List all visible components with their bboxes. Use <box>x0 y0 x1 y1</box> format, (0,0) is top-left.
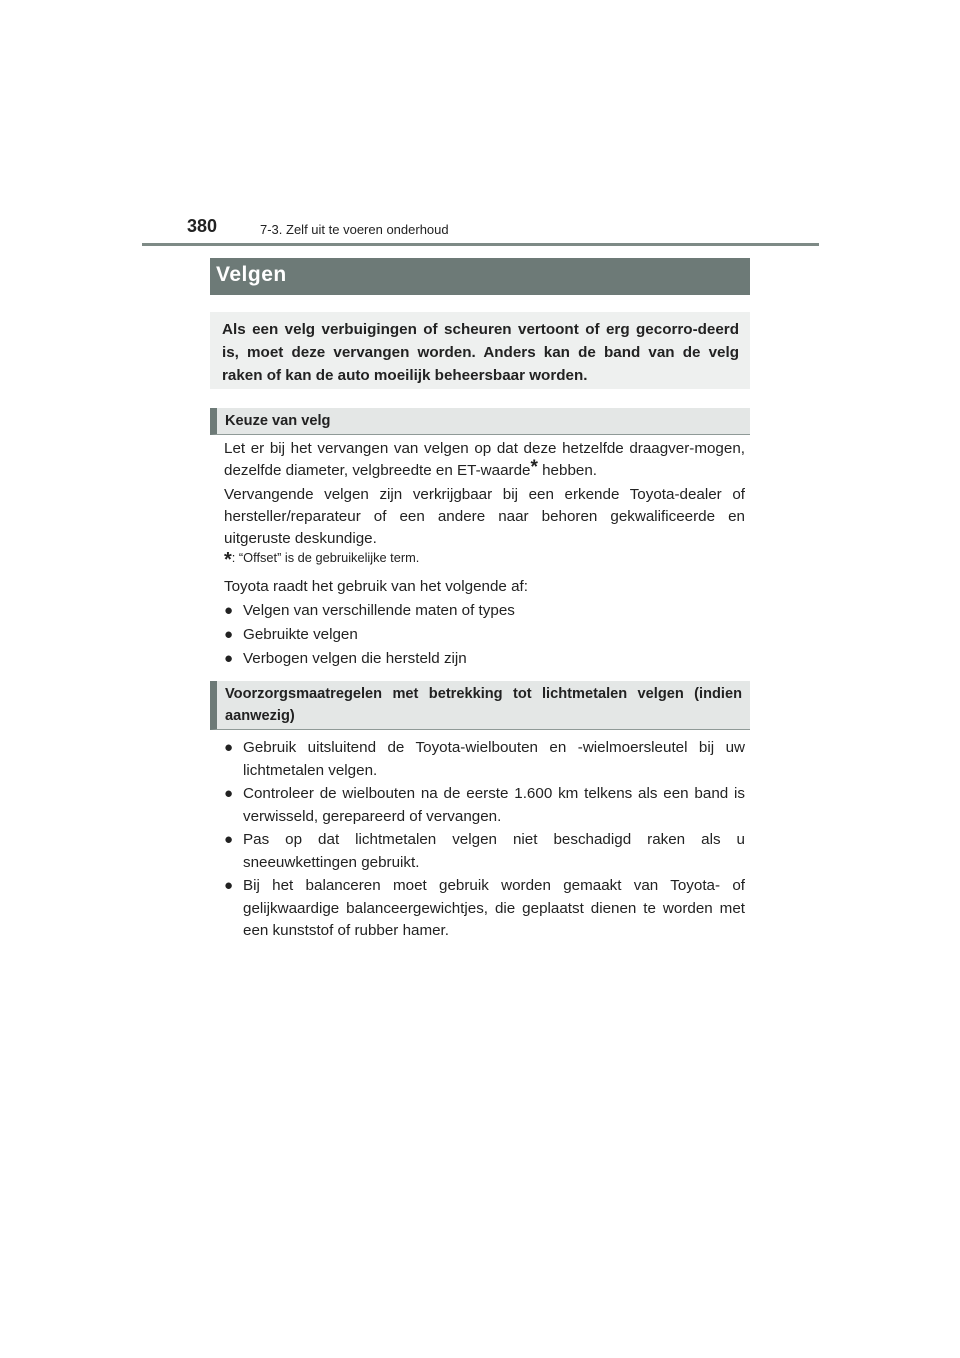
intro-box <box>210 312 750 389</box>
section-title-bar <box>210 258 750 295</box>
list-item: ● Gebruik uitsluitend de Toyota-wielbouten en -wielmoersleutel bij uw lichtmetalen velgen. <box>224 737 745 782</box>
footnote-star: * <box>224 549 232 571</box>
advice-text: Toyota raadt het gebruik van het volgende af: <box>224 578 528 595</box>
bullet-list-keuze <box>224 600 745 671</box>
bullet-list-voorzorg <box>224 737 745 943</box>
list-item: ● Pas op dat lichtmetalen velgen niet beschadigd raken als u sneeuwkettingen gebruikt. <box>224 829 745 874</box>
section-title: Velgen <box>216 263 287 286</box>
subsection-heading: Keuze van velg <box>225 413 331 429</box>
subsection-heading: Voorzorgsmaatregelen met betrekking tot lichtmetalen velgen (indien aanwezig) <box>225 686 742 724</box>
footnote-text: : “Offset” is de gebruikelijke term. <box>231 550 420 565</box>
paragraph-text: Let er bij het vervangen van velgen op dat deze hetzelfde draagver-mogen, dezelfde diameter, velgbreedte en ET-waarde <box>224 440 745 479</box>
footnote <box>224 549 419 572</box>
paragraph-requirements <box>224 438 745 482</box>
list-item: ● Controleer de wielbouten na de eerste 1.600 km telkens als een band is verwisseld, gerepareerd of vervangen. <box>224 783 745 828</box>
chapter-title: 7-3. Zelf uit te voeren onderhoud <box>260 222 449 237</box>
page-number: 380 <box>187 216 218 236</box>
header-divider <box>142 243 819 246</box>
paragraph-availability: Vervangende velgen zijn verkrijgbaar bij een erkende Toyota-dealer of hersteller/reparateur of een andere naar behoren gekwalificeerde en uitgeruste deskundige. <box>224 486 745 547</box>
subsection-header-keuze <box>210 408 750 435</box>
list-item: ● Gebruikte velgen <box>224 624 745 647</box>
paragraph-text-end: hebben. <box>537 462 598 479</box>
list-item: ● Velgen van verschillende maten of types <box>224 600 745 623</box>
list-item: ● Verbogen velgen die hersteld zijn <box>224 648 745 671</box>
subsection-header-voorzorg <box>210 681 750 730</box>
footnote-marker: * <box>530 457 538 478</box>
list-item: ● Bij het balanceren moet gebruik worden gemaakt van Toyota- of gelijkwaardige balanceergewichtjes, die geplaatst dienen te worden met een kunststof of rubber hamer. <box>224 875 745 943</box>
intro-text: Als een velg verbuigingen of scheuren vertoont of erg gecorro-deerd is, moet deze vervangen worden. Anders kan de band van de velg raken of kan de auto moeilijk beheersbaar worden. <box>222 321 739 384</box>
